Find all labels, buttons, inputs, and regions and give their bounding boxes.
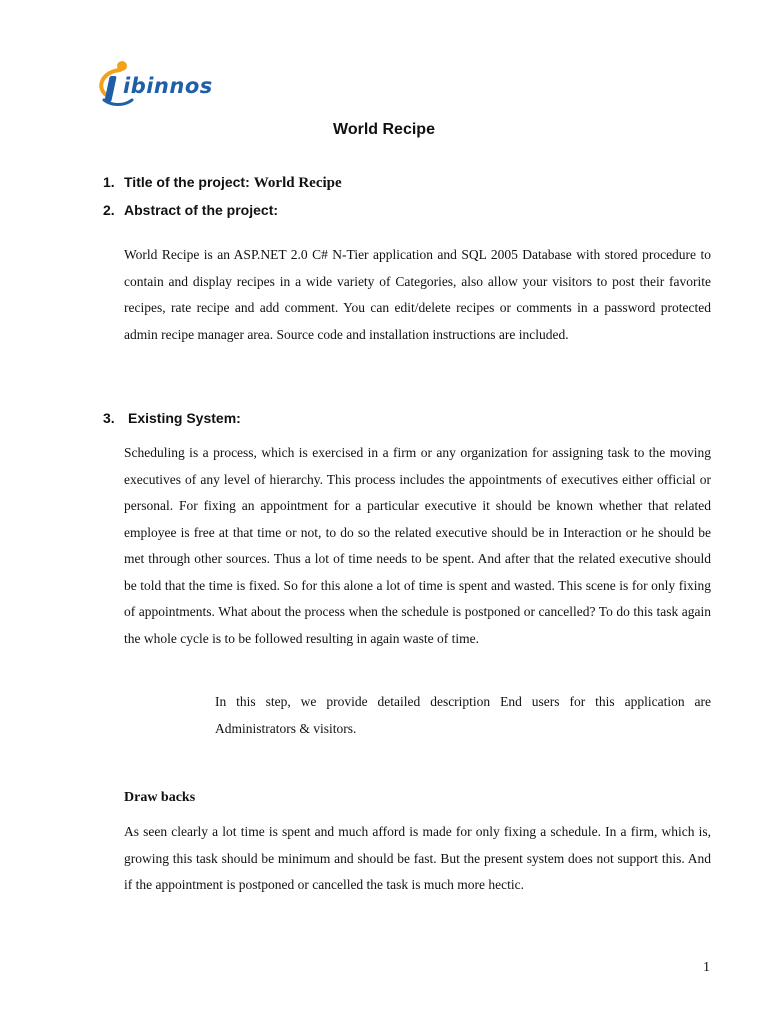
logo-wordmark: ibinnos: [123, 74, 213, 98]
heading-number: 3.: [103, 410, 115, 426]
drawbacks-paragraph: As seen clearly a lot time is spent and much afford is made for only fixing a schedule. In a firm, which is, growing this task should be minimum and should be fast. But the present system does not support this. And if the appointment is postponed or cancelled the task is much more hectic.: [124, 824, 711, 892]
drawbacks-heading: Draw backs: [124, 790, 196, 805]
existing-system-paragraph: Scheduling is a process, which is exercised in a firm or any organization for assigning task to the moving executives of any level of hierarchy. This process includes the appointments of executives either official or personal. For fixing an appointment for a particular executive it should be known whether that related employee is free at that time or not, to do so the related executive should be in Interaction or he should be met through other sources. Thus a lot of time needs to be spent. And after that the related executive should be told that the time is fixed. So for this alone a lot of time is spent and wasted. This scene is for only fixing of appointments. What about the process when the schedule is postponed or cancelled? To do this task again the whole cycle is to be followed resulting in again waste of time.: [124, 445, 711, 646]
heading-existing-system: [103, 410, 241, 426]
document-title: [0, 121, 768, 139]
abstract-paragraph: World Recipe is an ASP.NET 2.0 C# N-Tier application and SQL 2005 Database with stored procedure to contain and display recipes in a wide variety of Categories, also allow your visitors to post their favorite recipes, rate recipe and add comment. You can edit/delete recipes or comments in a password protected admin recipe manager area. Source code and installation instructions are included.: [124, 247, 711, 342]
heading-abstract: [103, 202, 278, 218]
heading-number: 1.: [103, 174, 115, 190]
heading-number: 2.: [103, 202, 115, 218]
page-number: 1: [703, 960, 710, 975]
heading-label: Title of the project:: [124, 174, 250, 190]
document-title-text: World Recipe: [333, 121, 435, 138]
heading-label: Existing System:: [128, 410, 241, 426]
heading-title-of-project: [103, 174, 342, 192]
heading-label: Abstract of the project:: [124, 202, 279, 218]
company-logo: [94, 56, 254, 114]
existing-system-note: In this step, we provide detailed description End users for this application are Administrators & visitors.: [215, 694, 711, 736]
project-title-value: World Recipe: [253, 175, 342, 191]
